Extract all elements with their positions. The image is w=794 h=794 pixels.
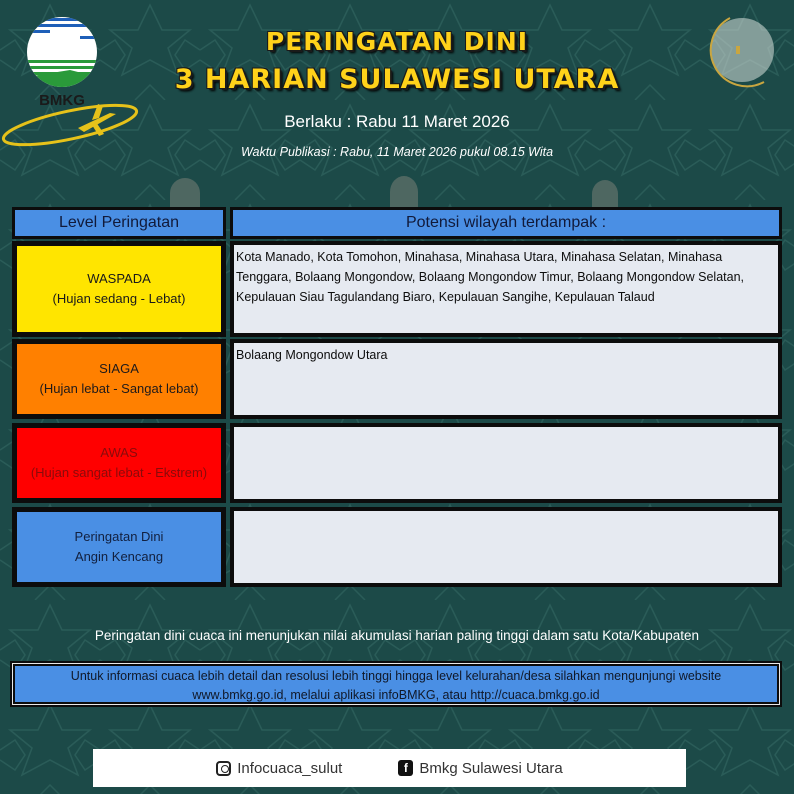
area-cell: Bolaang Mongondow Utara: [234, 343, 778, 415]
publication-time: Waktu Publikasi : Rabu, 11 Maret 2026 pukul 08.15 Wita: [240, 145, 554, 159]
table-row-awas: [12, 423, 782, 503]
level-desc: (Hujan sangat lebat - Ekstrem): [30, 465, 208, 480]
table-row-siaga: [12, 339, 782, 419]
title-line-2: 3 HARIAN SULAWESI UTARA: [174, 64, 620, 95]
area-cell: [234, 511, 778, 583]
svg-text:BMKG: BMKG: [39, 92, 85, 109]
mosque-dome-decoration: [170, 178, 200, 208]
crescent-moon-decoration: [690, 10, 780, 110]
header-area-label: Potensi wilayah terdampak :: [233, 210, 779, 236]
level-name: AWAS: [100, 445, 138, 460]
instagram-icon: [216, 761, 231, 776]
mosque-dome-decoration: [592, 180, 618, 208]
valid-date: Berlaku : Rabu 11 Maret 2026: [284, 112, 510, 131]
level-cell: [17, 344, 221, 414]
level-cell: [17, 428, 221, 498]
header-area: [230, 207, 782, 239]
info-line-2: www.bmkg.go.id, melalui aplikasi infoBMKG, atau http://cuaca.bmkg.go.id: [192, 688, 600, 702]
facebook-icon: f: [398, 760, 413, 776]
instagram-handle: Infocuaca_sulut: [237, 759, 343, 777]
level-desc: (Hujan sedang - Lebat): [52, 291, 186, 306]
accumulation-note: Peringatan dini cuaca ini menunjukan nilai akumulasi harian paling tinggi dalam satu Kota/Kabupaten: [94, 628, 700, 643]
area-cell: Kota Manado, Kota Tomohon, Minahasa, Minahasa Utara, Minahasa Selatan, Minahasa Tenggara, Bolaang Mongondow, Bolaang Mongondow Timur, Bolaang Mongondow Selatan, Kepulauan Siau Tagulandang Biaro, Kepulauan Sangihe, Kepulauan Talaud: [234, 245, 778, 333]
mosque-dome-decoration: [390, 176, 418, 208]
page-title: [130, 24, 664, 100]
header-level: [12, 207, 226, 239]
social-footer: [93, 749, 686, 787]
info-text: [15, 666, 777, 702]
info-box: [10, 661, 782, 707]
instagram-link[interactable]: [216, 760, 342, 777]
table-row-angin-kencang: [12, 507, 782, 587]
info-line-1: Untuk informasi cuaca lebih detail dan resolusi lebih tinggi hingga level kelurahan/desa silahkan mengunjungi website: [70, 669, 722, 683]
area-cell: [234, 427, 778, 499]
header-level-label: Level Peringatan: [15, 210, 223, 236]
facebook-page: Bmkg Sulawesi Utara: [419, 759, 563, 777]
level-name: WASPADA: [87, 271, 151, 286]
bmkg-logo: [0, 8, 150, 148]
level-cell: [17, 512, 221, 582]
level-desc: Angin Kencang: [74, 549, 164, 564]
level-desc: (Hujan lebat - Sangat lebat): [39, 381, 199, 396]
table-row-waspada: [12, 241, 782, 337]
title-line-1: PERINGATAN DINI: [265, 27, 529, 56]
level-cell: [17, 246, 221, 332]
level-name: SIAGA: [99, 361, 139, 376]
facebook-link[interactable]: [398, 760, 562, 777]
level-name: Peringatan Dini: [74, 529, 164, 544]
